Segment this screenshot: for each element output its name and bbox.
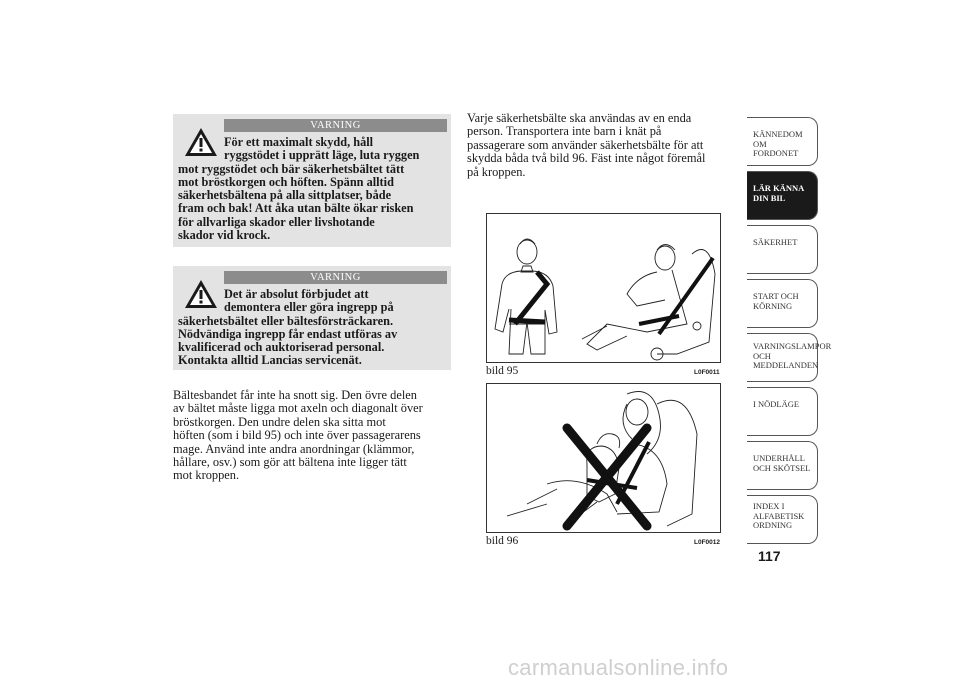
paragraph-line: på kroppen. xyxy=(467,164,526,179)
warning-box-2 xyxy=(173,266,451,370)
warning-line: säkerhetsbältena på alla sittplatser, både xyxy=(178,188,392,203)
tab-lar-kanna-din-bil[interactable]: LÄR KÄNNA DIN BIL xyxy=(747,171,818,220)
figure-96-caption: bild 96 xyxy=(486,535,519,547)
tab-sakerhet[interactable]: SÄKERHET xyxy=(747,225,818,274)
figure-95-illustration xyxy=(486,213,721,363)
tab-i-nodlage[interactable]: I NÖDLÄGE xyxy=(747,387,818,436)
paragraph-line: bröstkorgen. Den undre delen ska sitta mot xyxy=(173,414,386,429)
tab-index-i-alfabetisk-ordning[interactable]: INDEX I ALFABETISK ORDNING xyxy=(747,495,818,544)
figure-96-illustration xyxy=(486,383,721,533)
paragraph-line: hållare, osv.) som gör att bältena inte ligger tätt xyxy=(173,455,407,470)
warning-heading: VARNING xyxy=(224,271,447,284)
paragraph-line: höften (som i bild 95) och inte över passagerarens xyxy=(173,428,421,443)
figure-95-code: L0F0011 xyxy=(694,369,720,376)
warning-line: mot ryggstödet och bär säkerhetsbältet tätt xyxy=(178,161,405,176)
paragraph-line: skydda båda två bild 96. Fäst inte något föremål xyxy=(467,151,706,166)
page-number: 117 xyxy=(758,548,781,564)
warning-line: säkerhetsbältet eller bältesförsträckaren. xyxy=(178,313,394,328)
figure-95-caption: bild 95 xyxy=(486,365,519,377)
tab-start-och-korning[interactable]: START OCH KÖRNING xyxy=(747,279,818,328)
warning-text xyxy=(178,136,443,242)
paragraph-line: person. Transportera inte barn i knät på xyxy=(467,124,662,139)
warning-line: Kontakta alltid Lancias servicenät. xyxy=(178,353,362,368)
warning-line: fram och bak! Att åka utan bälte ökar risken xyxy=(178,201,414,216)
warning-text xyxy=(178,288,443,368)
warning-line: mot bröstkorgen och höften. Spänn alltid xyxy=(178,174,394,189)
warning-lead: Det är absolut förbjudet att xyxy=(224,287,369,301)
paragraph-line: av bältet måste ligga mot axeln och diagonalt över xyxy=(173,401,423,416)
warning-line: Nödvändiga ingrepp får endast utföras av xyxy=(178,326,398,341)
paragraph-line: mage. Använd inte andra anordningar (klämmor, xyxy=(173,441,415,456)
warning-line: skador vid krock. xyxy=(178,228,271,243)
body-paragraph-left xyxy=(173,389,458,483)
seatbelt-incorrect-illustration xyxy=(487,384,720,532)
warning-line: ryggstödet i upprätt läge, luta ryggen xyxy=(224,148,420,163)
paragraph-line: mot kroppen. xyxy=(173,468,240,483)
watermark: carmanualsonline.info xyxy=(508,655,729,680)
seatbelt-correct-illustration xyxy=(487,214,720,362)
warning-lead: För ett maximalt skydd, håll xyxy=(224,135,374,149)
warning-line: kvalificerad och auktoriserad personal. xyxy=(178,340,385,355)
warning-box-1 xyxy=(173,114,451,247)
paragraph-line: Bältesbandet får inte ha snott sig. Den övre delen xyxy=(173,388,417,402)
figure-96-code: L0F0012 xyxy=(694,539,721,546)
tab-kannedom-om-fordonet[interactable]: KÄNNEDOM OM FORDONET xyxy=(747,117,818,166)
tab-underhall-och-skotsel[interactable]: UNDERHÅLL OCH SKÖTSEL xyxy=(747,441,818,490)
warning-heading: VARNING xyxy=(224,119,447,132)
paragraph-line: Varje säkerhetsbälte ska användas av en enda xyxy=(467,111,692,125)
body-paragraph-right xyxy=(467,112,739,179)
warning-line: för allvarliga skador eller livshotande xyxy=(178,214,375,229)
warning-line: demontera eller göra ingrepp på xyxy=(224,300,394,315)
tab-varningslampor-och-meddelanden[interactable]: VARNINGSLAMPOR OCH MEDDELANDEN xyxy=(747,333,818,382)
paragraph-line: passagerare som använder säkerhetsbälte för att xyxy=(467,137,704,152)
cross-mark-icon xyxy=(567,428,647,526)
